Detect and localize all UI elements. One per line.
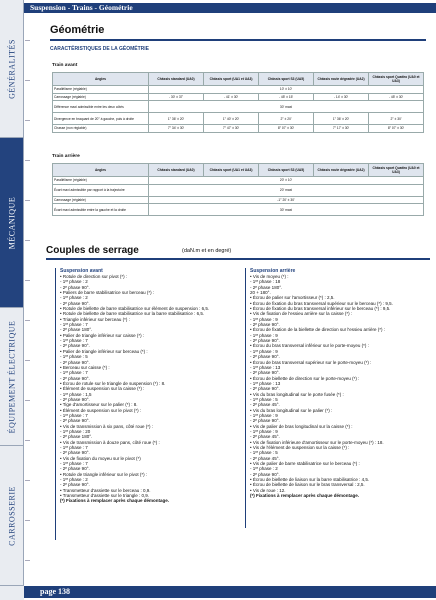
- torque-line: - 2ᵉ phase 45°.: [250, 402, 280, 408]
- torque-line: - 2ᵉ phase 90°.: [60, 450, 90, 456]
- torque-line: - 2ᵉ phase 90°.: [60, 418, 90, 424]
- table-cell: Écart maxi admissible entre la gauche et la droite: [53, 204, 149, 216]
- table-header: Angles: [53, 73, 149, 86]
- torque-line: • Rotule de biellette de barre stabilisatrice sur la barre stabilisatrice : 6,5.: [60, 311, 205, 317]
- torque-line: - 1ʳᵉ phase : 9: [250, 316, 278, 322]
- torque-line: • Écrou de fixation du bras transversal supérieur sur le berceau (*) : 9,5.: [250, 300, 393, 306]
- suspension-avant-title: Suspension avant: [60, 268, 103, 274]
- torque-line: - 2ᵉ phase 90°.: [250, 386, 280, 392]
- table-cell: 1° 36' ± 20': [314, 113, 369, 125]
- train-arriere-caption: Train arrière: [52, 154, 80, 159]
- torque-line: • Élément de suspension sur la caisse (*) :: [60, 386, 145, 392]
- torque-line: - 1ʳᵉ phase : 7: [60, 322, 88, 328]
- table-row: [53, 125, 424, 133]
- table-row: [53, 204, 424, 216]
- torque-line: - 2ᵉ phase 180°.: [250, 284, 283, 290]
- table-cell: 7° 17' ± 30': [314, 125, 369, 133]
- table-cell: 30' maxi: [149, 101, 424, 113]
- table-header-row: [53, 73, 424, 86]
- torque-line: - 1ʳᵉ phase : 2: [60, 295, 88, 301]
- binding-marks: [25, 0, 31, 600]
- torque-line: - 1ʳᵉ phase : 1,5: [60, 391, 92, 397]
- torque-line: - 1ʳᵉ phase : 9: [250, 428, 278, 434]
- table-cell: - 41' ± 30': [204, 93, 259, 101]
- torque-line: • Vis de transmission à six pans, côté roue (*) :: [60, 423, 154, 429]
- table-cell: Écart maxi admissible par rapport à la trajectoire: [53, 184, 149, 196]
- suspension-arriere-list: [250, 274, 393, 498]
- section-subtitle: CARACTÉRISTIQUES DE LA GÉOMÉTRIE: [50, 46, 149, 52]
- table-header: Châssis route dégradée (UA2): [314, 73, 369, 86]
- torque-line: • Vis de moyeu (*) :: [250, 274, 289, 279]
- table-row: [53, 93, 424, 101]
- table-row: [53, 86, 424, 94]
- torque-line: • Paliers de barre stabilisatrice sur berceau (*) :: [60, 290, 155, 296]
- train-avant-table: [52, 72, 424, 133]
- section-title: Géométrie: [50, 24, 105, 36]
- torque-line: - 2ᵉ phase 90°.: [60, 396, 90, 402]
- table-row: [53, 177, 424, 185]
- torque-line: • Vis du bras longitudinal sur le porte fusée (*) :: [250, 391, 344, 397]
- torque-line: - 2ᵉ phase 90°.: [60, 466, 90, 472]
- table-row: [53, 113, 424, 125]
- torque-line: - 1ʳᵉ phase : 5: [250, 396, 278, 402]
- section-rule: [50, 39, 426, 41]
- header-bar: [24, 3, 436, 13]
- torque-line: - 1ʳᵉ phase : 2: [60, 279, 88, 285]
- torque-line: - 1ʳᵉ phase : 13: [250, 364, 281, 370]
- table-cell: 8° 07' ± 30': [369, 125, 424, 133]
- torque-line: • Vis de fixation inférieure d'amortisseur sur le porte-moyeu (*) : 18.: [250, 439, 384, 445]
- torque-line: • Berceau sur caisse (*) :: [60, 364, 110, 370]
- torque-line: • Écrou de biellette de direction sur le porte-moyeu (*) :: [250, 375, 360, 381]
- table-cell: 20' maxi: [149, 184, 424, 196]
- table-cell: 8° 07' ± 30': [259, 125, 314, 133]
- table-header: Châssis sport Quattro (UA0 et UA3): [369, 73, 424, 86]
- torque-line: • Vis du bras longitudinal sur le palier (*) :: [250, 407, 333, 413]
- torque-line: - 1ʳᵉ phase : 2: [250, 466, 278, 472]
- table-cell: Parallélisme (réglable): [53, 177, 149, 185]
- torque-line: • Transmetteur d'assiette sur le berceau : 0,9.: [60, 487, 151, 493]
- train-avant-caption: Train avant: [52, 63, 78, 68]
- torque-line: - 2ᵉ phase 90°.: [250, 418, 280, 424]
- torque-line: - 1ʳᵉ phase : 9: [250, 348, 278, 354]
- torque-line: • Vis de roue : 12.: [250, 487, 286, 493]
- torque-line: • Écrou de fixation de la biellette de direction sur l'essieu arrière (*) :: [250, 327, 385, 333]
- torque-line: - 2ᵉ phase 90°.: [60, 284, 90, 290]
- torque-line: - 2ᵉ phase 180°.: [60, 434, 93, 440]
- torque-line: - 1ʳᵉ phase : 7: [60, 445, 88, 450]
- table-row: [53, 184, 424, 196]
- table-header: Châssis standard (UA0): [149, 164, 204, 177]
- torque-line: • Écrou de palier sur l'amortisseur (*) : 2,5.: [250, 295, 335, 301]
- table-cell: 20' ± 10': [149, 177, 424, 185]
- torque-line: - 2ᵉ phase 90°.: [60, 482, 90, 488]
- tab-mecanique[interactable]: [0, 138, 24, 308]
- torque-line: - 1ʳᵉ phase : 5: [250, 450, 278, 456]
- page-number: page 138: [40, 587, 70, 596]
- table-row: [53, 101, 424, 113]
- tab-equipement-electrique[interactable]: [0, 308, 24, 446]
- tab-generalites-label: GÉNÉRALITÉS: [7, 38, 16, 99]
- torque-line: - 2ᵉ phase 90°.: [250, 338, 280, 344]
- torque-line: • Vis de transmission à douze pans, côté roue (*) :: [60, 439, 160, 445]
- table-cell: 7° 47' ± 30': [204, 125, 259, 133]
- torque-line: • Écrou du bras transversal inférieur sur le porte-moyeu (*) :: [250, 343, 369, 349]
- couples-title: Couples de serrage: [46, 245, 139, 256]
- torque-line: • Rotule de biellette de barre stabilisatrice sur élément de suspension : 6,5.: [60, 306, 210, 312]
- torque-line: • Vis de palier de barre stabilisatrice sur le berceau (*) :: [250, 461, 360, 467]
- table-cell: 7° 34' ± 30': [149, 125, 204, 133]
- torque-line: • Écrou de biellette de liaison sur le bras transversal : 2,5.: [250, 482, 365, 488]
- torque-line: - 1ʳᵉ phase : 7: [60, 338, 88, 344]
- suspension-avant-list: [60, 274, 209, 504]
- table-cell: 1° 40' ± 20': [204, 113, 259, 125]
- fixation-note: (*) Fixations à remplacer après chaque démontage.: [60, 498, 170, 504]
- column-bar: [245, 268, 246, 528]
- torque-line: - 1ʳᵉ phase : 7: [60, 461, 88, 467]
- torque-line: • Rotule de direction sur pivot (*) :: [60, 274, 128, 279]
- table-cell: 2° ± 30': [369, 113, 424, 125]
- table-cell: -1° 20' ± 30': [149, 196, 424, 204]
- table-cell: Différence maxi admissible entre les deux côtés: [53, 101, 149, 113]
- torque-line: - 2ᵉ phase 90°.: [250, 471, 280, 477]
- torque-line: • Triangle inférieur sur berceau (*) :: [60, 316, 130, 322]
- torque-line: • Palier de triangle inférieur sur berceau (*) :: [60, 348, 148, 354]
- torque-line: • Vis de fixation de l'essieu arrière sur la caisse (*) :: [250, 311, 353, 317]
- train-arriere-table: [52, 163, 424, 216]
- couples-rule: [46, 258, 430, 260]
- sidebar: [0, 0, 24, 600]
- torque-line: - 1ʳᵉ phase : 5: [60, 354, 88, 360]
- table-cell: - 30' ± 37': [149, 93, 204, 101]
- table-header-row: [53, 164, 424, 177]
- torque-line: - 2ᵉ phase 90°.: [60, 343, 90, 349]
- table-header: Châssis sport (UA1 et UA3): [204, 73, 259, 86]
- torque-line: - 1ʳᵉ phase : 7: [60, 412, 88, 418]
- table-header: Châssis standard (UA0): [149, 73, 204, 86]
- torque-line: • Palier de triangle inférieur sur caisse (*) :: [60, 332, 145, 338]
- torque-line: • Tige d'amortisseur sur le palier (*) : 8.: [60, 402, 138, 408]
- tab-carrosserie-label: CARROSSERIE: [7, 485, 16, 546]
- table-header: Châssis sport S3 (UA5): [259, 164, 314, 177]
- torque-line: - 2ᵉ phase 90°.: [250, 322, 280, 328]
- torque-line: • Élément de suspension sur le pivot (*) :: [60, 407, 142, 413]
- table-cell: 10' ± 10': [149, 86, 424, 94]
- tab-carrosserie[interactable]: [0, 446, 24, 586]
- table-header: Châssis sport S3 (UA5): [259, 73, 314, 86]
- table-cell: - 14' ± 30': [314, 93, 369, 101]
- table-cell: Carrossage (réglable): [53, 93, 149, 101]
- table-header: Châssis sport (UA1 et UA3): [204, 164, 259, 177]
- suspension-arriere-column: [245, 268, 430, 528]
- torque-line: 20 + 180°.: [250, 290, 271, 296]
- tab-generalites[interactable]: [0, 0, 24, 138]
- torque-line: - 2ᵉ phase 45°.: [250, 455, 280, 461]
- footer-bar: [24, 586, 436, 598]
- couples-unit: (daN.m et en degré): [182, 248, 232, 254]
- table-cell: Divergence en braquant de 20° à gauche, puis à droite: [53, 113, 149, 125]
- table-header: Châssis sport Quattro (UA0 et UA3): [369, 164, 424, 177]
- torque-line: • Écrou de bras transversal supérieur sur le porte-moyeu (*) :: [250, 359, 372, 365]
- tab-equipement-electrique-label: ÉQUIPEMENT ÉLECTRIQUE: [7, 320, 16, 433]
- suspension-avant-column: [55, 268, 245, 540]
- table-cell: Parallélisme (réglable): [53, 86, 149, 94]
- torque-line: • Écrou de rotule sur le triangle de suspension (*) : 8.: [60, 380, 166, 386]
- torque-line: - 1ʳᵉ phase : 2: [60, 477, 88, 483]
- torque-line: • Transmetteur d'assiette sur le triangle : 0,9.: [60, 493, 149, 499]
- table-cell: 1° 36' ± 20': [149, 113, 204, 125]
- fixation-note: (*) Fixations à remplacer après chaque démontage.: [250, 493, 360, 499]
- torque-line: • Vis de fixation du moyeu sur le pivot (*): [60, 455, 141, 461]
- table-cell: Carrossage (réglable): [53, 196, 149, 204]
- table-cell: - 45' ± 30': [369, 93, 424, 101]
- torque-line: - 2ᵉ phase 90°.: [60, 359, 90, 365]
- couples-heading: [46, 245, 430, 259]
- torque-line: - 1ʳᵉ phase : 20: [60, 428, 91, 434]
- torque-line: - 2ᵉ phase 90°.: [60, 300, 90, 306]
- table-cell: 30' maxi: [149, 204, 424, 216]
- table-header: Châssis route dégradée (UA2): [314, 164, 369, 177]
- torque-line: - 2ᵉ phase 90°.: [60, 375, 90, 381]
- torque-line: • Vis de palier de bras longitudinal sur la caisse (*) :: [250, 423, 353, 429]
- table-cell: 2° ± 20': [259, 113, 314, 125]
- table-cell: - 45' ± 15': [259, 93, 314, 101]
- torque-line: - 1ʳᵉ phase : 7: [60, 370, 88, 376]
- torque-line: - 2ᵉ phase 90°.: [250, 354, 280, 360]
- tab-mecanique-label: MÉCANIQUE: [7, 196, 16, 249]
- torque-line: • Écrou de biellette de liaison sur la barre stabilisatrice : 4,5.: [250, 477, 370, 483]
- column-bar: [55, 268, 56, 540]
- torque-line: - 2ᵉ phase 180°.: [60, 327, 93, 333]
- torque-line: - 1ʳᵉ phase : 18: [250, 279, 281, 285]
- header-title: Suspension - Trains - Géométrie: [30, 3, 133, 12]
- table-header: Angles: [53, 164, 149, 177]
- torque-line: • Rotule de triangle inférieur sur le pivot (*) :: [60, 471, 148, 477]
- torque-line: - 2ᵉ phase 90°.: [250, 370, 280, 376]
- torque-line: • Vis de l'élément de suspension sur la caisse (*) :: [250, 445, 350, 450]
- torque-line: - 1ʳᵉ phase : 9: [250, 412, 278, 418]
- torque-line: - 1ʳᵉ phase : 9: [250, 332, 278, 338]
- table-cell: Chasse (non réglable): [53, 125, 149, 133]
- torque-line: - 2ᵉ phase 45°.: [250, 434, 280, 440]
- table-row: [53, 196, 424, 204]
- torque-line: • Écrou de fixation du bras transversal inférieur sur le berceau (*) : 9,5.: [250, 306, 391, 312]
- suspension-arriere-title: Suspension arrière: [250, 268, 296, 274]
- torque-line: - 1ʳᵉ phase : 13: [250, 380, 281, 386]
